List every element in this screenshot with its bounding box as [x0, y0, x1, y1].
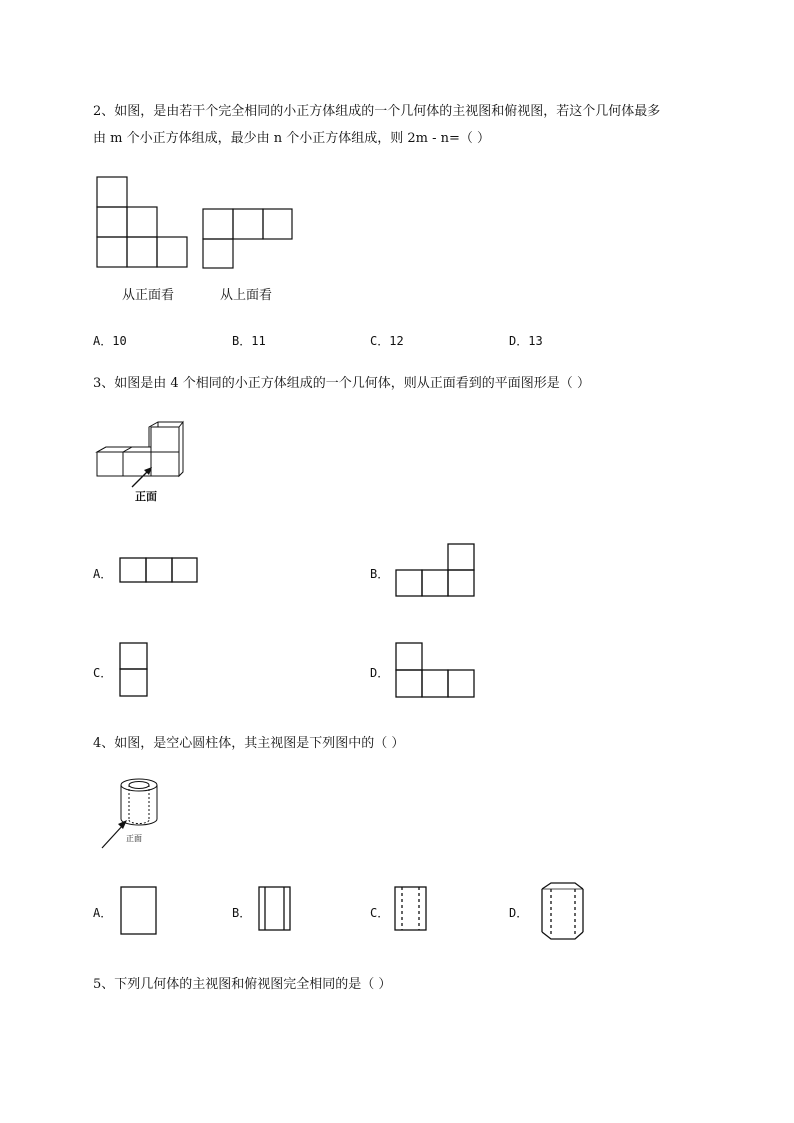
- q4-option-a[interactable]: A．: [93, 906, 113, 920]
- q3-option-d[interactable]: D．: [370, 666, 390, 680]
- q5-question-text: 5、下列几何体的主视图和俯视图完全相同的是（ ）: [93, 977, 392, 992]
- q4-option-d-figure[interactable]: [537, 880, 587, 942]
- q3-option-b[interactable]: B．: [370, 567, 390, 581]
- q3-option-b-figure[interactable]: [395, 543, 477, 598]
- q4-option-c-figure[interactable]: [394, 886, 428, 932]
- q2-front-view-figure: [96, 176, 191, 268]
- q3-option-c[interactable]: C．: [93, 666, 113, 680]
- q4-option-d[interactable]: D．: [509, 906, 529, 920]
- q2-option-d[interactable]: D．13: [509, 334, 543, 348]
- q2-option-c[interactable]: C．12: [370, 334, 404, 348]
- q3-option-c-figure[interactable]: [119, 642, 149, 698]
- q4-option-b-figure[interactable]: [258, 886, 292, 932]
- q2-line1: 2、如图，是由若干个完全相同的小正方体组成的一个几何体的主视图和俯视图，若这个几何体最多: [93, 104, 661, 119]
- q3-front-label: 正面: [135, 490, 157, 503]
- q3-question-text: 3、如图是由 4 个相同的小正方体组成的一个几何体，则从正面看到的平面图形是（ ）: [93, 376, 590, 391]
- q2-option-b[interactable]: B．11: [232, 334, 266, 348]
- q2-front-caption: 从正面看: [122, 288, 175, 303]
- q4-option-b[interactable]: B．: [232, 906, 252, 920]
- q3-option-d-figure[interactable]: [395, 642, 477, 699]
- q3-option-a[interactable]: A．: [93, 567, 113, 581]
- q4-option-c[interactable]: C．: [370, 906, 390, 920]
- q2-top-caption: 从上面看: [220, 288, 273, 303]
- q2-top-view-figure: [202, 208, 294, 270]
- q4-question-text: 4、如图，是空心圆柱体，其主视图是下列图中的（ ）: [93, 736, 405, 751]
- q3-option-a-figure[interactable]: [119, 557, 199, 583]
- q4-front-label: 正面: [126, 834, 142, 843]
- q2-option-a[interactable]: A．10: [93, 334, 127, 348]
- q3-front-arrow: [130, 465, 160, 490]
- q2-line2: 由 m 个小正方体组成，最少由 n 个小正方体组成，则 2m - n=（ ）: [93, 131, 491, 146]
- q4-option-a-figure[interactable]: [120, 886, 158, 936]
